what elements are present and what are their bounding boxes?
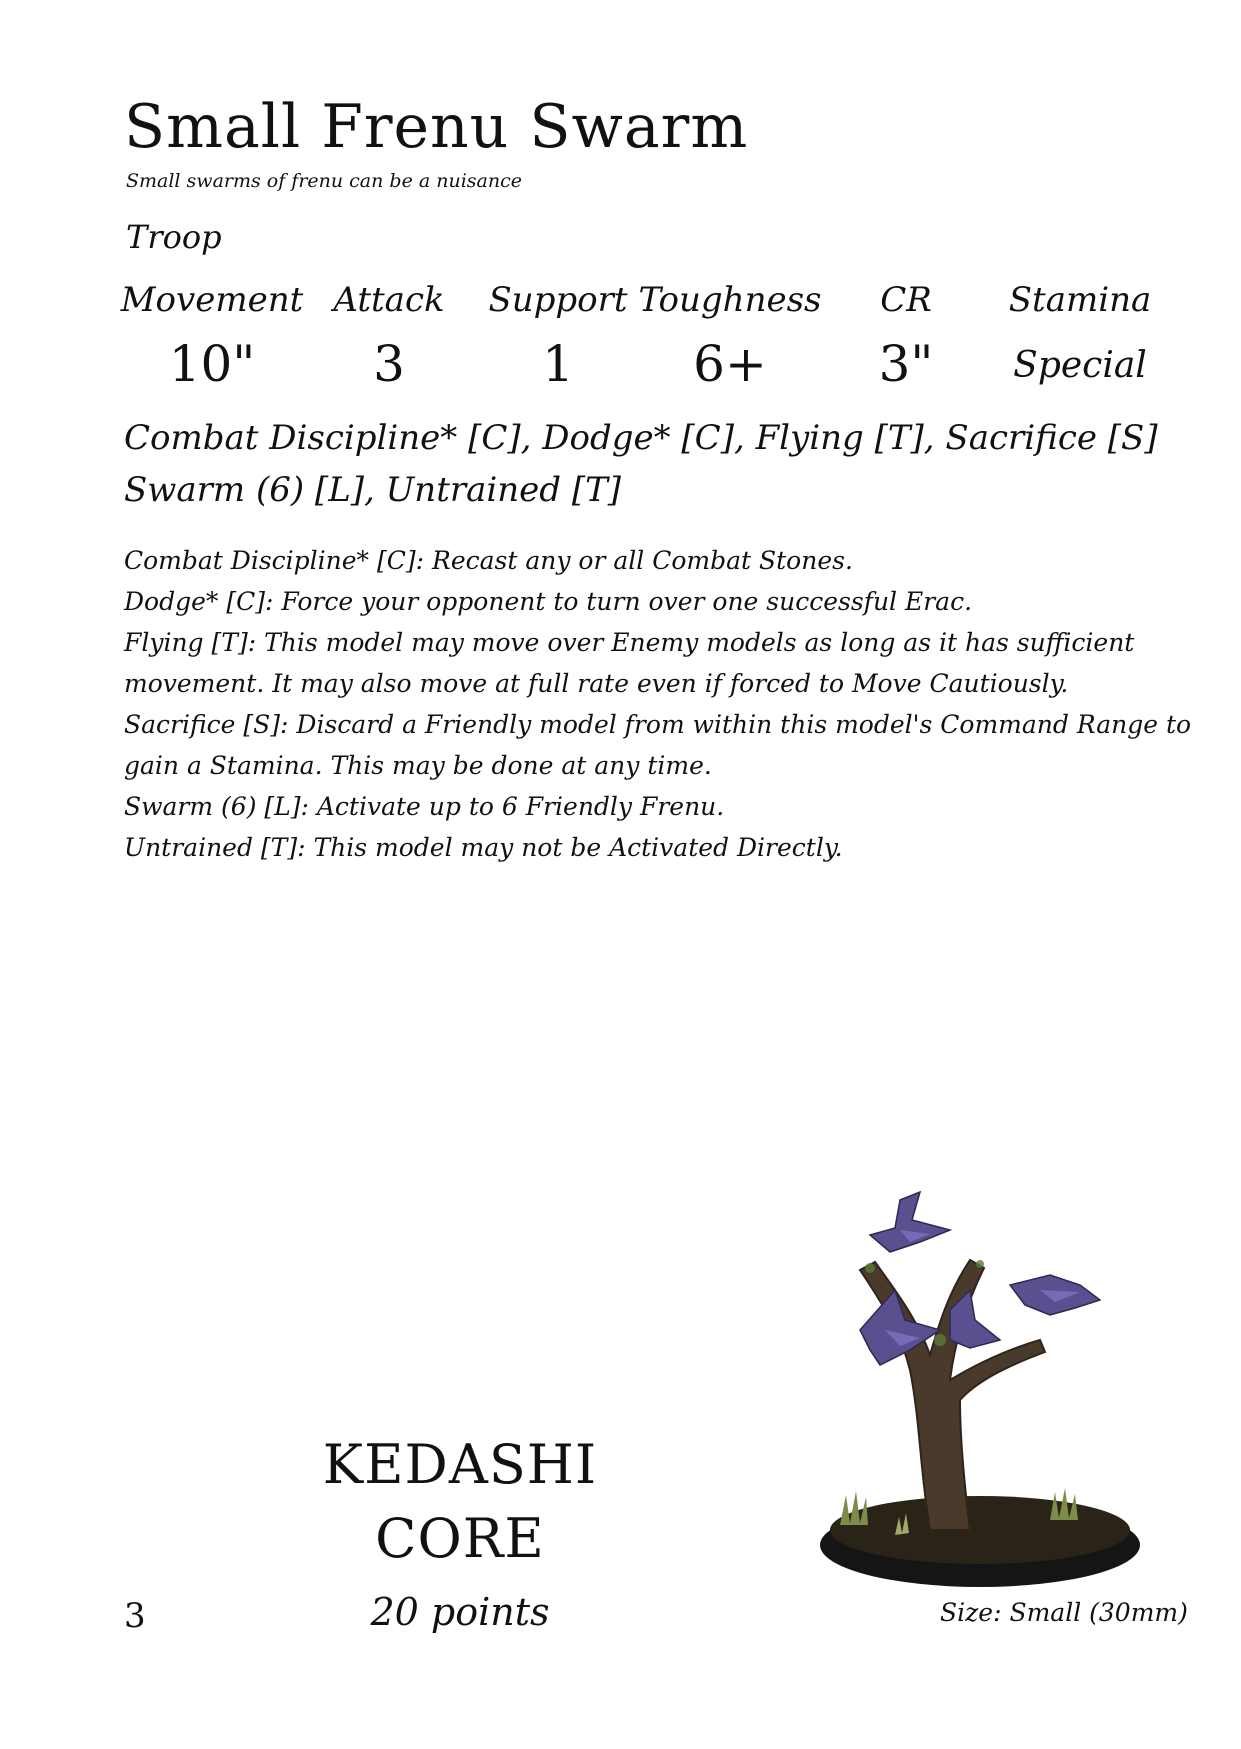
rules-text (124, 540, 1192, 868)
stat-label-stamina: Stamina (1008, 280, 1152, 320)
model-size: Size: Small (30mm) (940, 1598, 1188, 1627)
faction-name: KEDASHI (322, 1433, 598, 1496)
stat-label-movement: Movement (120, 280, 304, 320)
rule-line: Sacrifice [S]: Discard a Friendly model from within this model's Command Range to (124, 710, 1192, 739)
troop-type: Troop (126, 218, 222, 256)
rule-line: Dodge* [C]: Force your opponent to turn over one successful Erac. (124, 587, 973, 616)
stat-label-toughness: Toughness (638, 280, 822, 320)
stat-value-movement: 10" (168, 335, 256, 393)
miniature-photo (800, 1190, 1170, 1590)
card-title: Small Frenu Swarm (124, 92, 749, 162)
ability-line: Combat Discipline* [C], Dodge* [C], Flying [T], Sacrifice [S] (124, 418, 1158, 458)
faction-block (320, 1428, 600, 1576)
stat-value-support: 1 (542, 335, 574, 393)
stat-label-attack: Attack (333, 280, 445, 320)
ability-list (124, 412, 1174, 516)
rule-line: Untrained [T]: This model may not be Activated Directly. (124, 833, 843, 862)
stat-label-cr: CR (880, 280, 932, 320)
rule-line: Swarm (6) [L]: Activate up to 6 Friendly Frenu. (124, 792, 725, 821)
faction-category: CORE (375, 1507, 545, 1570)
stat-label-support: Support (488, 280, 628, 320)
stat-value-attack: 3 (373, 335, 405, 393)
rule-line: Flying [T]: This model may move over Enemy models as long as it has sufficient (124, 628, 1135, 657)
stat-value-cr: 3" (878, 335, 934, 393)
card-subtitle: Small swarms of frenu can be a nuisance (126, 170, 522, 192)
points-cost: 20 points (370, 1590, 550, 1634)
stat-value-stamina: Special (1013, 345, 1147, 386)
page-number: 3 (124, 1596, 146, 1636)
ability-line: Swarm (6) [L], Untrained [T] (124, 470, 622, 510)
rule-line: Combat Discipline* [C]: Recast any or all Combat Stones. (124, 546, 853, 575)
stat-value-toughness: 6+ (693, 335, 767, 393)
rule-line: movement. It may also move at full rate even if forced to Move Cautiously. (124, 669, 1069, 698)
rule-line: gain a Stamina. This may be done at any time. (124, 751, 712, 780)
